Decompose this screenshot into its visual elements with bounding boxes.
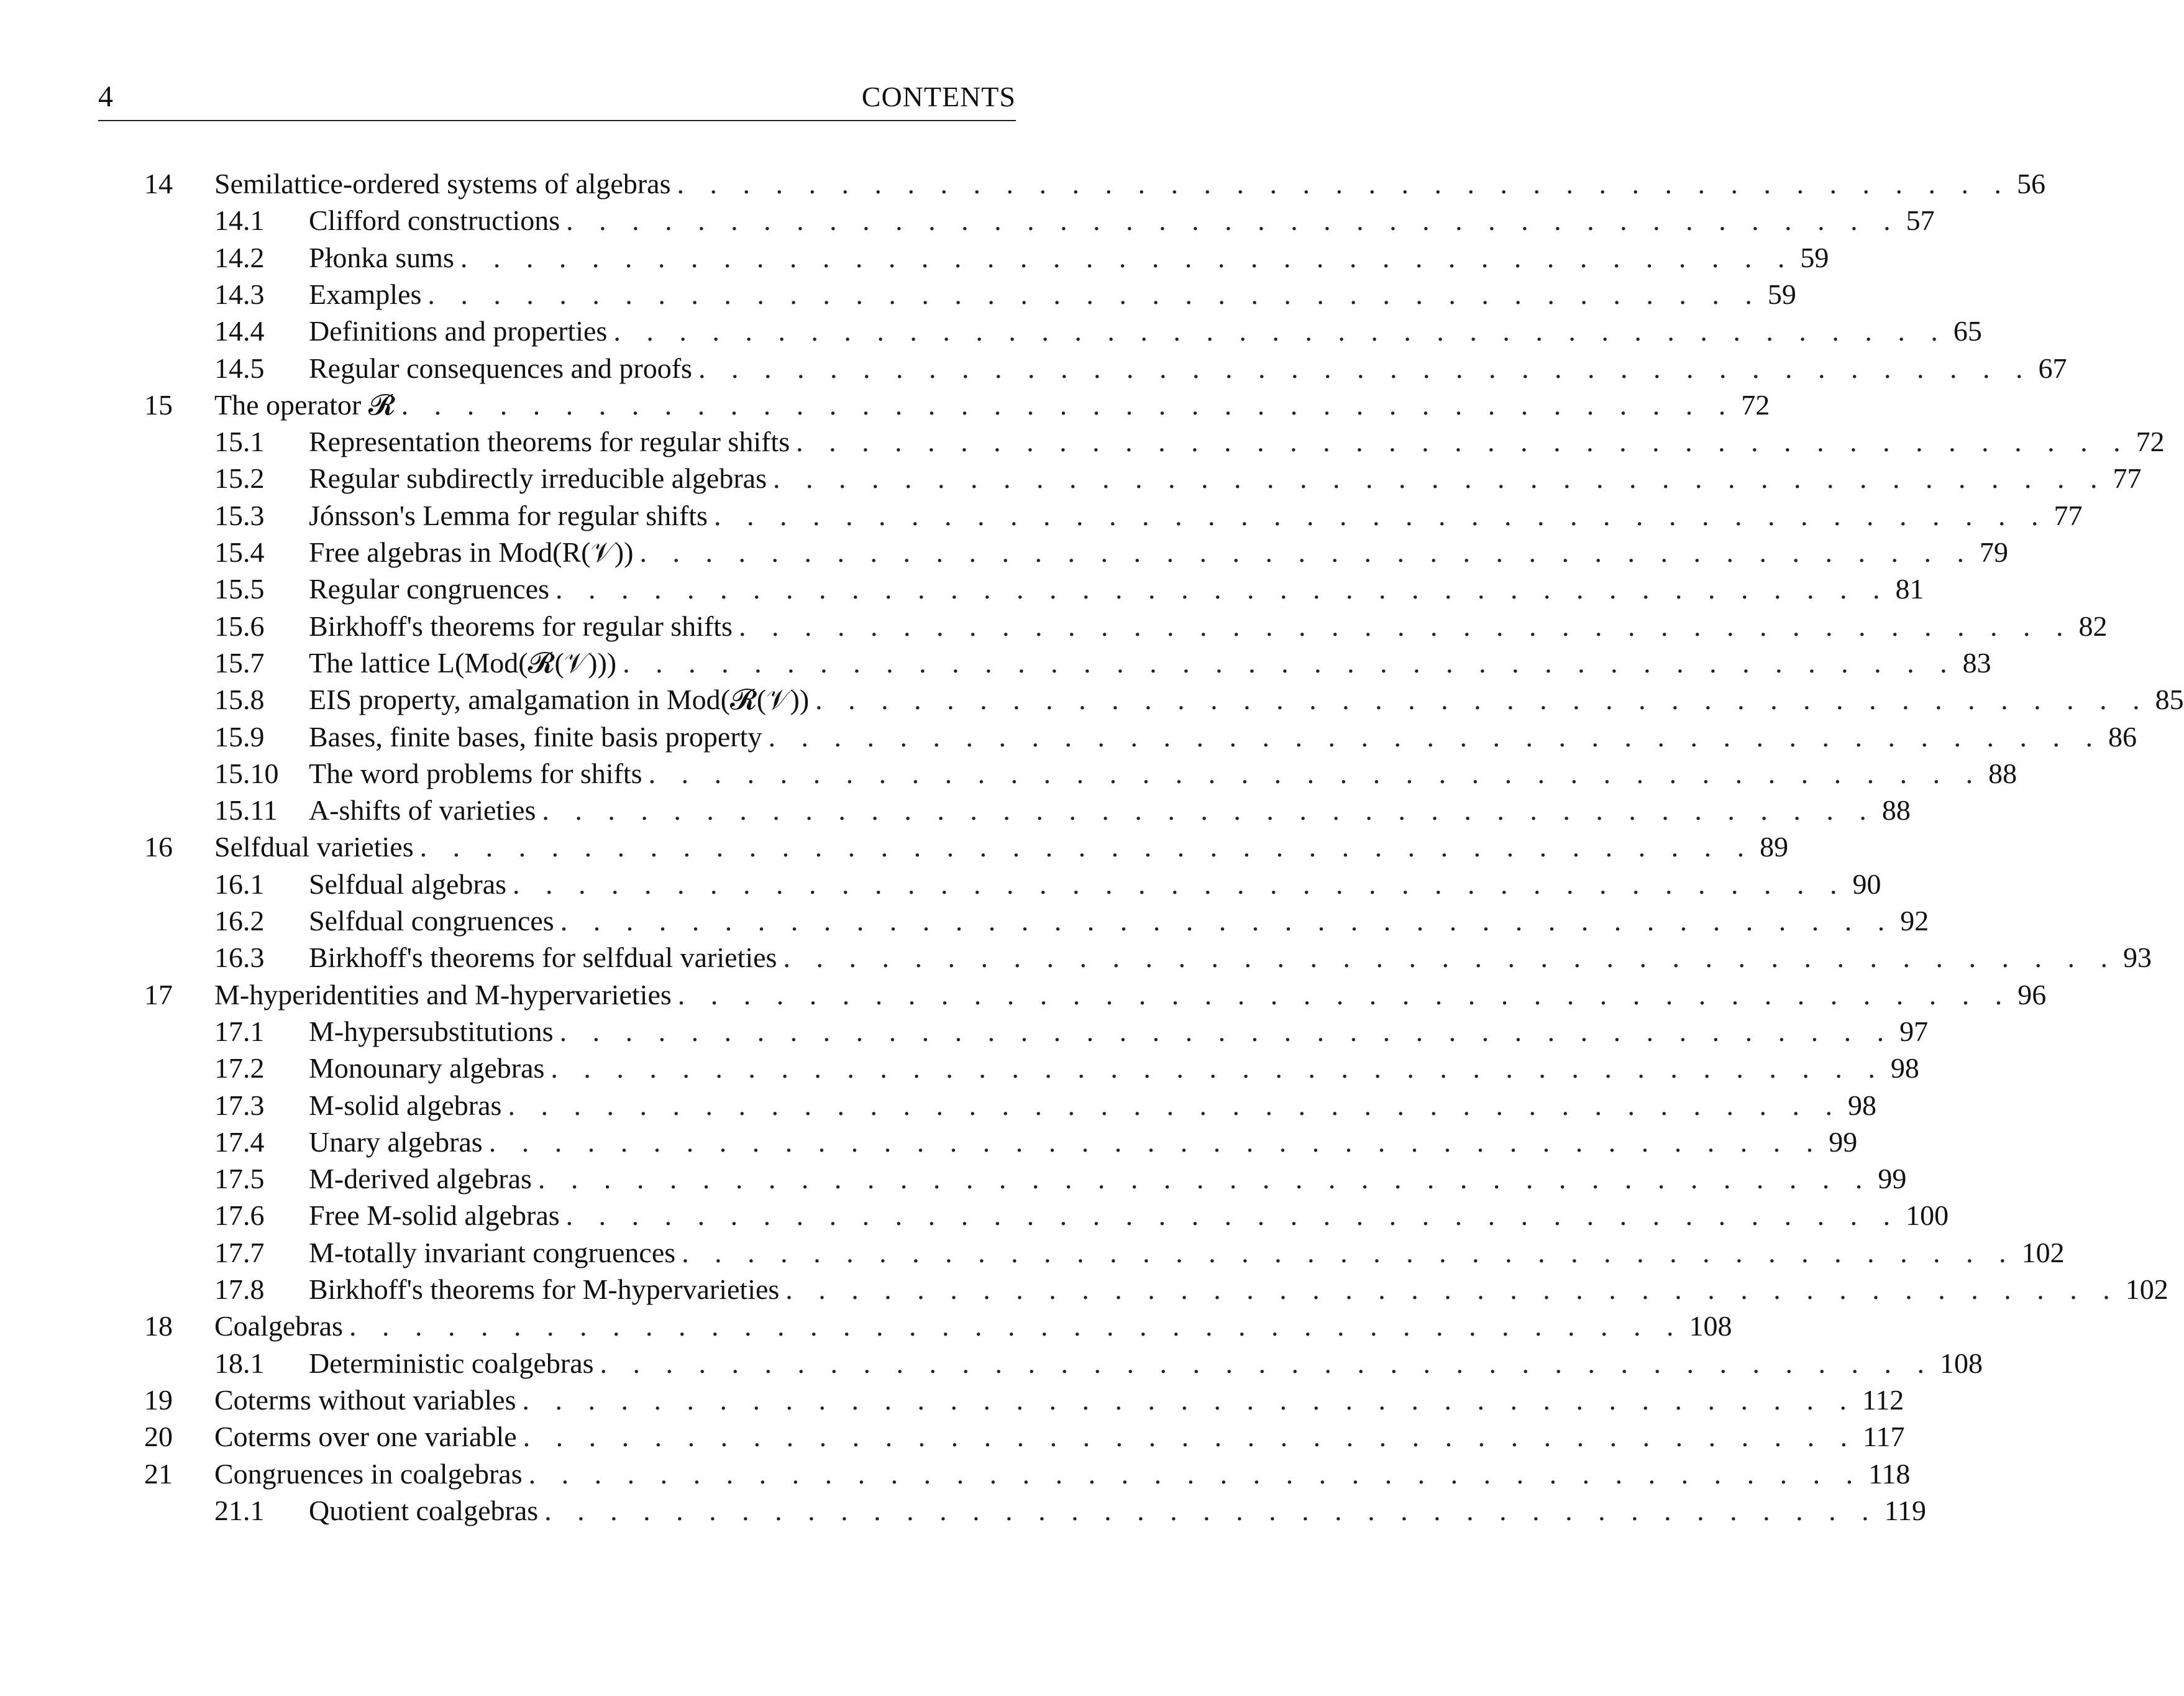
- toc-number: 18.1: [214, 1347, 265, 1379]
- toc-page-number: 83: [1962, 646, 1991, 679]
- toc-title: Płonka sums: [309, 241, 454, 273]
- toc-number: 17.5: [214, 1163, 265, 1195]
- leader-dots: . . . . . . . . . . . . . . . . . . . . . . . . . . . . . . . . . . . . . . . . .: [528, 1457, 1863, 1490]
- page-number: 4: [98, 80, 113, 113]
- leader-dots: . . . . . . . . . . . . . . . . . . . . . . . . . . . . . . . . . . . . . . . . .: [613, 315, 1947, 347]
- toc-entry: [0, 939, 2152, 976]
- toc-entry: [0, 866, 1881, 902]
- toc-number: 15.2: [214, 462, 265, 495]
- toc-number: 16.1: [214, 868, 265, 900]
- toc-page-number: 59: [1800, 241, 1829, 273]
- toc-page-number: 92: [1900, 905, 1929, 937]
- leader-dots: . . . . . . . . . . . . . . . . . . . . . . . . . . . . . . . . . . . . . . . . .: [427, 278, 1761, 310]
- toc-page-number: 102: [2125, 1273, 2168, 1305]
- leader-dots: . . . . . . . . . . . . . . . . . . . . . . . . . . . . . . . . . . . . . . . . .: [460, 241, 1794, 273]
- toc-entry: [0, 1308, 1732, 1344]
- toc-number: 16.3: [214, 942, 265, 974]
- leader-dots: . . . . . . . . . . . . . . . . . . . . . . . . . . . . . . . . . . . . . . . . .: [768, 720, 2102, 753]
- leader-dots: . . . . . . . . . . . . . . . . . . . . . . . . . . . . . . . . . . . . . . . . .: [560, 905, 1894, 937]
- toc-title: M-hyperidentities and M-hypervarieties: [214, 978, 672, 1011]
- toc-page-number: 88: [1881, 794, 1911, 827]
- toc-number: 17: [144, 978, 173, 1011]
- toc-entry: [0, 534, 2008, 571]
- toc-entry: [0, 792, 1911, 828]
- toc-title: Selfdual algebras: [309, 868, 507, 900]
- toc-number: 15.8: [214, 684, 265, 716]
- toc-title: Birkhoff's theorems for M-hypervarieties: [309, 1273, 780, 1305]
- toc-number: 14.5: [214, 352, 265, 384]
- leader-dots: . . . . . . . . . . . . . . . . . . . . . . . . . . . . . . . . . . . . . . . . .: [600, 1347, 1934, 1379]
- toc-title: Regular congruences: [309, 573, 550, 605]
- toc-entry: [0, 387, 1770, 423]
- toc-entry: [0, 1197, 1949, 1234]
- toc-page-number: 65: [1953, 315, 1982, 347]
- leader-dots: . . . . . . . . . . . . . . . . . . . . . . . . . . . . . . . . . . . . . . . . .: [738, 610, 2073, 642]
- toc-entry: [0, 1013, 1929, 1050]
- toc-title: Congruences in coalgebras: [214, 1457, 523, 1490]
- toc-entry: [0, 1124, 1858, 1160]
- leader-dots: . . . . . . . . . . . . . . . . . . . . . . . . . . . . . . . . . . . . . . . . .: [796, 426, 2130, 458]
- toc-title: EIS property, amalgamation in Mod(𝓡(𝒱)): [309, 684, 810, 716]
- toc-title: Unary algebras: [309, 1125, 483, 1158]
- toc-page-number: 118: [1868, 1457, 1911, 1490]
- toc-entry: [0, 718, 2137, 755]
- leader-dots: . . . . . . . . . . . . . . . . . . . . . . . . . . . . . . . . . . . . . . . . .: [648, 757, 1983, 789]
- leader-dots: . . . . . . . . . . . . . . . . . . . . . . . . . . . . . . . . . . . . . . . . .: [698, 352, 2032, 384]
- toc-page-number: 56: [2016, 168, 2045, 199]
- toc-number: 16.2: [214, 905, 265, 937]
- toc-page-number: 96: [2017, 978, 2047, 1011]
- toc-number: 17.4: [214, 1125, 265, 1158]
- toc-title: Selfdual congruences: [309, 905, 554, 937]
- toc-number: 15.11: [214, 794, 278, 827]
- leader-dots: . . . . . . . . . . . . . . . . . . . . . . . . . . . . . . . . . . . . . . . . .: [559, 1015, 1894, 1047]
- toc-entry: [0, 276, 1796, 313]
- toc-title: The lattice L(Mod(𝓡(𝒱))): [309, 646, 617, 679]
- toc-title: The word problems for shifts: [309, 757, 642, 789]
- toc-page-number: 88: [1988, 757, 2017, 789]
- toc-page-number: 99: [1878, 1163, 1907, 1195]
- toc-number: 14: [144, 168, 173, 199]
- toc-entry: [0, 1492, 1926, 1529]
- toc-number: 14.1: [214, 204, 265, 237]
- toc-number: 15.7: [214, 646, 265, 679]
- toc-entry: [0, 497, 2083, 534]
- toc-entry: [0, 755, 2017, 792]
- toc-page-number: 82: [2078, 610, 2108, 642]
- toc-entry: [0, 313, 1982, 349]
- leader-dots: . . . . . . . . . . . . . . . . . . . . . . . . . . . . . . . . . . . . . . . . .: [508, 1089, 1842, 1121]
- toc-title: Examples: [309, 278, 422, 310]
- toc-number: 15: [144, 388, 173, 421]
- leader-dots: . . . . . . . . . . . . . . . . . . . . . . . . . . . . . . . . . . . . . . . . .: [522, 1383, 1856, 1416]
- toc-number: 15.6: [214, 610, 265, 642]
- leader-dots: . . . . . . . . . . . . . . . . . . . . . . . . . . . . . . . . . . . . . . . . .: [783, 942, 2117, 974]
- toc-title: M-totally invariant congruences: [309, 1236, 676, 1268]
- toc-entry: [0, 1050, 1919, 1086]
- toc-number: 20: [144, 1421, 173, 1453]
- toc-title: Free algebras in Mod(R(𝒱)): [309, 536, 634, 568]
- leader-dots: . . . . . . . . . . . . . . . . . . . . . . . . . . . . . . . . . . . . . . . . .: [623, 646, 1957, 679]
- toc-page-number: 93: [2122, 942, 2152, 974]
- toc-page-number: 97: [1899, 1015, 1929, 1047]
- toc-page-number: 57: [1906, 204, 1935, 237]
- toc-entry: [0, 423, 2165, 460]
- toc-entry: [0, 1160, 1907, 1197]
- toc-number: 15.1: [214, 426, 265, 458]
- toc-entry: [0, 350, 2067, 387]
- toc-title: Jónsson's Lemma for regular shifts: [309, 499, 708, 531]
- toc-page-number: 72: [2136, 426, 2165, 458]
- leader-dots: . . . . . . . . . . . . . . . . . . . . . . . . . . . . . . . . . . . . . . . . .: [555, 573, 1889, 605]
- leader-dots: . . . . . . . . . . . . . . . . . . . . . . . . . . . . . . . . . . . . . . . . .: [349, 1310, 1683, 1342]
- leader-dots: . . . . . . . . . . . . . . . . . . . . . . . . . . . . . . . . . . . . . . . . .: [401, 388, 1735, 421]
- leader-dots: . . . . . . . . . . . . . . . . . . . . . . . . . . . . . . . . . . . . . . . . .: [542, 794, 1876, 827]
- toc-title: Quotient coalgebras: [309, 1494, 539, 1526]
- toc-page-number: 98: [1847, 1089, 1876, 1121]
- toc-number: 15.5: [214, 573, 265, 605]
- running-head: CONTENTS: [861, 81, 1016, 112]
- toc-number: 17.6: [214, 1199, 265, 1232]
- toc-number: 14.2: [214, 241, 265, 273]
- toc-number: 17.8: [214, 1273, 265, 1305]
- toc-page-number: 108: [1940, 1347, 1983, 1379]
- toc-page-number: 102: [2021, 1236, 2065, 1268]
- toc-number: 16: [144, 831, 173, 863]
- leader-dots: . . . . . . . . . . . . . . . . . . . . . . . . . . . . . . . . . . . . . . . . .: [639, 536, 1973, 568]
- leader-dots: . . . . . . . . . . . . . . . . . . . . . . . . . . . . . . . . . . . . . . . . .: [523, 1421, 1857, 1453]
- toc-title: The operator 𝓡: [214, 388, 395, 421]
- toc-title: Monounary algebras: [309, 1052, 545, 1084]
- toc-page-number: 79: [1979, 536, 2008, 568]
- leader-dots: . . . . . . . . . . . . . . . . . . . . . . . . . . . . . . . . . . . . . . . . .: [682, 1236, 2016, 1268]
- toc-page-number: 99: [1829, 1125, 1858, 1158]
- toc-entry: [0, 1087, 1876, 1124]
- toc-entry: [0, 828, 1789, 865]
- toc-title: Representation theorems for regular shifts: [309, 426, 790, 458]
- toc-title: M-hypersubstitutions: [309, 1015, 554, 1047]
- toc-title: Free M-solid algebras: [309, 1199, 560, 1232]
- leader-dots: . . . . . . . . . . . . . . . . . . . . . . . . . . . . . . . . . . . . . . . . .: [713, 499, 2048, 531]
- toc-page-number: 77: [2054, 499, 2083, 531]
- toc-title: Semilattice-ordered systems of algebras: [214, 168, 671, 199]
- toc-title: Coterms without variables: [214, 1383, 516, 1416]
- toc-entry: [0, 571, 1924, 607]
- toc-number: 21.1: [214, 1494, 265, 1526]
- toc-page-number: 72: [1741, 388, 1770, 421]
- toc-entry: [0, 1382, 1904, 1418]
- toc-entry: [0, 976, 2047, 1013]
- toc-number: 17.3: [214, 1089, 265, 1121]
- toc-number: 21: [144, 1457, 173, 1490]
- leader-dots: . . . . . . . . . . . . . . . . . . . . . . . . . . . . . . . . . . . . . . . . .: [537, 1163, 1872, 1195]
- toc-page-number: 108: [1689, 1310, 1732, 1342]
- toc-number: 15.4: [214, 536, 265, 568]
- toc-entry: [0, 1271, 2168, 1308]
- header-rule: [98, 120, 1016, 121]
- toc-entry: [0, 1234, 2065, 1271]
- toc-title: Coalgebras: [214, 1310, 343, 1342]
- toc-title: Selfdual varieties: [214, 831, 414, 863]
- toc-page-number: 86: [2108, 720, 2137, 753]
- toc-title: Coterms over one variable: [214, 1421, 517, 1453]
- toc-page-number: 90: [1852, 868, 1881, 900]
- toc-number: 19: [144, 1383, 173, 1416]
- toc-number: 14.4: [214, 315, 265, 347]
- toc-title: Regular consequences and proofs: [309, 352, 692, 384]
- toc-entry: [0, 1418, 1905, 1455]
- toc-page-number: 89: [1760, 831, 1789, 863]
- toc-number: 17.7: [214, 1236, 265, 1268]
- toc-number: 15.3: [214, 499, 265, 531]
- leader-dots: . . . . . . . . . . . . . . . . . . . . . . . . . . . . . . . . . . . . . . . . .: [513, 868, 1847, 900]
- leader-dots: . . . . . . . . . . . . . . . . . . . . . . . . . . . . . . . . . . . . . . . . .: [677, 978, 2012, 1011]
- toc-page-number: 77: [2113, 462, 2142, 495]
- leader-dots: . . . . . . . . . . . . . . . . . . . . . . . . . . . . . . . . . . . . . . . . .: [785, 1273, 2119, 1305]
- toc-title: Regular subdirectly irreducible algebras: [309, 462, 767, 495]
- toc-number: 14.3: [214, 278, 265, 310]
- leader-dots: . . . . . . . . . . . . . . . . . . . . . . . . . . . . . . . . . . . . . . . . .: [565, 1199, 1900, 1232]
- toc-page-number: 117: [1863, 1421, 1905, 1453]
- toc-page-number: 98: [1890, 1052, 1919, 1084]
- toc-title: Birkhoff's theorems for selfdual varieties: [309, 942, 777, 974]
- leader-dots: . . . . . . . . . . . . . . . . . . . . . . . . . . . . . . . . . . . . . . . . .: [677, 168, 2011, 199]
- toc-entry: [0, 239, 1829, 276]
- toc-page-number: 85: [2155, 684, 2184, 716]
- toc-title: M-solid algebras: [309, 1089, 502, 1121]
- toc-title: Clifford constructions: [309, 204, 560, 237]
- toc-entry: [0, 1455, 1911, 1492]
- toc-entry: [0, 681, 2184, 718]
- leader-dots: . . . . . . . . . . . . . . . . . . . . . . . . . . . . . . . . . . . . . . . . .: [566, 204, 1900, 237]
- toc-number: 17.2: [214, 1052, 265, 1084]
- leader-dots: . . . . . . . . . . . . . . . . . . . . . . . . . . . . . . . . . . . . . . . . .: [773, 462, 2107, 495]
- toc-entry: [0, 460, 2142, 497]
- toc-title: Definitions and properties: [309, 315, 608, 347]
- toc-page-number: 119: [1884, 1494, 1926, 1526]
- toc-page-number: 112: [1862, 1383, 1904, 1416]
- toc-entry: [0, 202, 1935, 239]
- toc-title: A-shifts of varieties: [309, 794, 536, 827]
- leader-dots: . . . . . . . . . . . . . . . . . . . . . . . . . . . . . . . . . . . . . . . . .: [815, 684, 2149, 716]
- toc-title: Bases, finite bases, finite basis property: [309, 720, 762, 753]
- toc-entry: [0, 902, 1929, 939]
- leader-dots: . . . . . . . . . . . . . . . . . . . . . . . . . . . . . . . . . . . . . . . . .: [544, 1494, 1878, 1526]
- toc-title: Deterministic coalgebras: [309, 1347, 594, 1379]
- toc-page-number: 59: [1767, 278, 1796, 310]
- toc-page-number: 100: [1906, 1199, 1949, 1232]
- toc-title: M-derived algebras: [309, 1163, 532, 1195]
- toc-entry: [0, 644, 1991, 681]
- toc-title: Birkhoff's theorems for regular shifts: [309, 610, 733, 642]
- toc-number: 15.10: [214, 757, 279, 789]
- leader-dots: . . . . . . . . . . . . . . . . . . . . . . . . . . . . . . . . . . . . . . . . .: [488, 1125, 1823, 1158]
- toc-page-number: 81: [1895, 573, 1924, 605]
- leader-dots: . . . . . . . . . . . . . . . . . . . . . . . . . . . . . . . . . . . . . . . . .: [419, 831, 1754, 863]
- toc-number: 17.1: [214, 1015, 265, 1047]
- leader-dots: . . . . . . . . . . . . . . . . . . . . . . . . . . . . . . . . . . . . . . . . .: [551, 1052, 1885, 1084]
- toc-entry: [0, 1345, 1983, 1382]
- toc-number: 15.9: [214, 720, 265, 753]
- toc-entry: [0, 608, 2108, 644]
- toc-entry: [0, 165, 2045, 202]
- toc-page-number: 67: [2038, 352, 2067, 384]
- toc-number: 18: [144, 1310, 173, 1342]
